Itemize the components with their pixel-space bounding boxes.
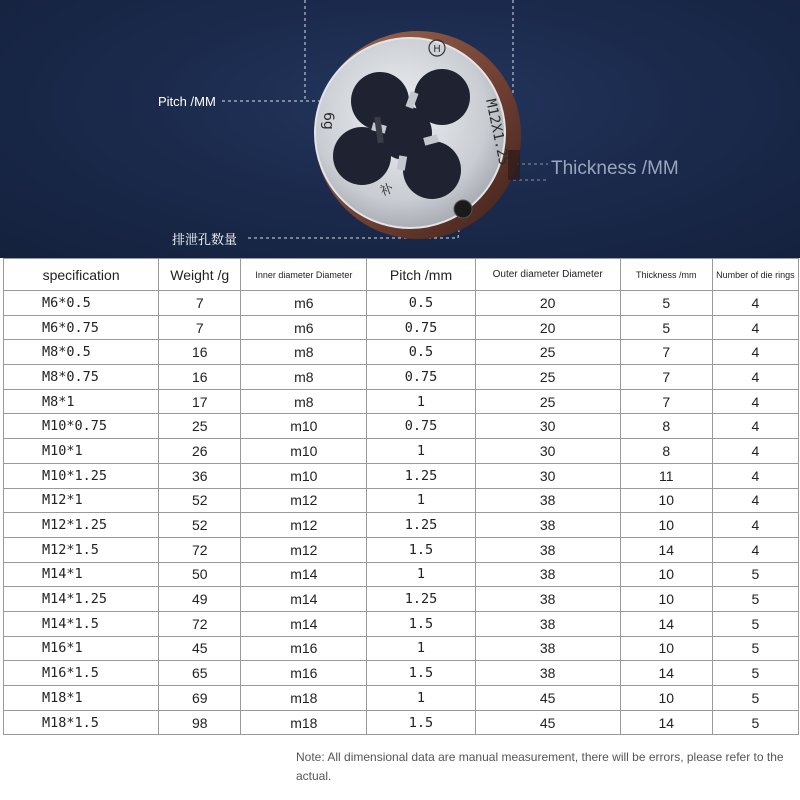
cell-die-rings: 4 [712, 365, 798, 390]
header-pitch: Pitch /mm [367, 259, 475, 291]
cell-outer-diameter: 38 [475, 661, 620, 686]
cell-inner-diameter: m14 [241, 611, 367, 636]
svg-text:H: H [433, 44, 441, 55]
table-row [4, 710, 799, 735]
cell-specification: M16*1 [4, 636, 159, 661]
cell-pitch: 1 [367, 636, 475, 661]
cell-outer-diameter: 25 [475, 365, 620, 390]
cell-pitch: 1.25 [367, 587, 475, 612]
table-row [4, 389, 799, 414]
cell-specification: M8*0.75 [4, 365, 159, 390]
cell-outer-diameter: 25 [475, 389, 620, 414]
cell-thickness: 10 [620, 636, 712, 661]
cell-specification: M18*1.5 [4, 710, 159, 735]
cell-outer-diameter: 38 [475, 587, 620, 612]
cell-weight: 36 [159, 463, 241, 488]
cell-thickness: 14 [620, 611, 712, 636]
cell-outer-diameter: 25 [475, 340, 620, 365]
cell-outer-diameter: 45 [475, 686, 620, 711]
cell-specification: M10*1 [4, 439, 159, 464]
measurement-note: Note: All dimensional data are manual measurement, there will be errors, please refer to the actual. [296, 750, 784, 783]
cell-weight: 50 [159, 562, 241, 587]
cell-die-rings: 4 [712, 291, 798, 316]
table-row [4, 686, 799, 711]
table-row [4, 463, 799, 488]
cell-outer-diameter: 38 [475, 562, 620, 587]
table-row [4, 661, 799, 686]
cell-thickness: 10 [620, 488, 712, 513]
table-row [4, 439, 799, 464]
cell-pitch: 1 [367, 439, 475, 464]
cell-pitch: 1 [367, 686, 475, 711]
cell-weight: 52 [159, 488, 241, 513]
cell-weight: 7 [159, 315, 241, 340]
cell-thickness: 14 [620, 537, 712, 562]
cell-weight: 25 [159, 414, 241, 439]
cell-outer-diameter: 38 [475, 537, 620, 562]
cell-specification: M6*0.75 [4, 315, 159, 340]
cell-outer-diameter: 30 [475, 439, 620, 464]
cell-pitch: 1 [367, 488, 475, 513]
cell-inner-diameter: m8 [241, 389, 367, 414]
cell-outer-diameter: 38 [475, 611, 620, 636]
cell-die-rings: 5 [712, 710, 798, 735]
cell-weight: 72 [159, 611, 241, 636]
cell-inner-diameter: m10 [241, 439, 367, 464]
table-row [4, 340, 799, 365]
cell-pitch: 0.75 [367, 365, 475, 390]
cell-inner-diameter: m8 [241, 340, 367, 365]
cell-pitch: 1.25 [367, 463, 475, 488]
cell-thickness: 8 [620, 414, 712, 439]
table-row [4, 365, 799, 390]
cell-pitch: 1.25 [367, 513, 475, 538]
cell-die-rings: 5 [712, 611, 798, 636]
cell-die-rings: 4 [712, 315, 798, 340]
cell-inner-diameter: m14 [241, 587, 367, 612]
cell-specification: M12*1 [4, 488, 159, 513]
cell-weight: 26 [159, 439, 241, 464]
die-marking-grade: 6g [320, 112, 336, 130]
header-outer-diameter: Outer diameter Diameter [475, 259, 620, 291]
cell-inner-diameter: m6 [241, 315, 367, 340]
cell-weight: 69 [159, 686, 241, 711]
cell-pitch: 1.5 [367, 537, 475, 562]
round-die-illustration [0, 0, 800, 258]
table-row [4, 537, 799, 562]
cell-thickness: 8 [620, 439, 712, 464]
cell-weight: 7 [159, 291, 241, 316]
cell-pitch: 0.75 [367, 315, 475, 340]
cell-thickness: 10 [620, 686, 712, 711]
table-row [4, 562, 799, 587]
cell-pitch: 1.5 [367, 710, 475, 735]
cell-inner-diameter: m12 [241, 488, 367, 513]
cell-pitch: 1.5 [367, 661, 475, 686]
cell-inner-diameter: m6 [241, 291, 367, 316]
cell-weight: 72 [159, 537, 241, 562]
cell-weight: 52 [159, 513, 241, 538]
cell-die-rings: 4 [712, 537, 798, 562]
cell-inner-diameter: m18 [241, 686, 367, 711]
cell-specification: M16*1.5 [4, 661, 159, 686]
thickness-callout-label: Thickness /MM [551, 158, 679, 179]
cell-specification: M8*0.5 [4, 340, 159, 365]
cell-die-rings: 4 [712, 340, 798, 365]
cell-outer-diameter: 20 [475, 291, 620, 316]
cell-specification: M14*1 [4, 562, 159, 587]
cell-die-rings: 5 [712, 636, 798, 661]
cell-specification: M12*1.25 [4, 513, 159, 538]
cell-pitch: 0.5 [367, 291, 475, 316]
cell-die-rings: 4 [712, 414, 798, 439]
cell-thickness: 7 [620, 365, 712, 390]
table-row [4, 488, 799, 513]
cell-die-rings: 4 [712, 513, 798, 538]
cell-thickness: 7 [620, 389, 712, 414]
die-marking-char: 补 [378, 181, 396, 200]
cell-weight: 17 [159, 389, 241, 414]
cell-specification: M14*1.5 [4, 611, 159, 636]
cell-pitch: 1 [367, 389, 475, 414]
cell-outer-diameter: 38 [475, 488, 620, 513]
cell-pitch: 0.75 [367, 414, 475, 439]
header-weight: Weight /g [159, 259, 241, 291]
table-row [4, 611, 799, 636]
table-header-row [4, 259, 799, 291]
cell-die-rings: 4 [712, 488, 798, 513]
table-row [4, 587, 799, 612]
cell-specification: M18*1 [4, 686, 159, 711]
cell-pitch: 1.5 [367, 611, 475, 636]
table-row [4, 291, 799, 316]
cell-thickness: 10 [620, 562, 712, 587]
table-row [4, 414, 799, 439]
cell-thickness: 10 [620, 587, 712, 612]
cell-inner-diameter: m8 [241, 365, 367, 390]
cell-pitch: 1 [367, 562, 475, 587]
cell-die-rings: 4 [712, 439, 798, 464]
header-inner-diameter: Inner diameter Diameter [241, 259, 367, 291]
cell-specification: M14*1.25 [4, 587, 159, 612]
cell-pitch: 0.5 [367, 340, 475, 365]
cell-die-rings: 5 [712, 661, 798, 686]
cell-weight: 98 [159, 710, 241, 735]
header-die-rings: Number of die rings [712, 259, 798, 291]
cell-inner-diameter: m10 [241, 414, 367, 439]
cell-outer-diameter: 30 [475, 463, 620, 488]
cell-die-rings: 4 [712, 463, 798, 488]
cell-inner-diameter: m18 [241, 710, 367, 735]
cell-thickness: 11 [620, 463, 712, 488]
die-marking-size: M12X1.25 [482, 97, 512, 167]
cell-thickness: 10 [620, 513, 712, 538]
cell-specification: M10*1.25 [4, 463, 159, 488]
header-thickness: Thickness /mm [620, 259, 712, 291]
cell-thickness: 14 [620, 710, 712, 735]
cell-specification: M10*0.75 [4, 414, 159, 439]
cell-outer-diameter: 30 [475, 414, 620, 439]
cell-outer-diameter: 20 [475, 315, 620, 340]
cell-weight: 45 [159, 636, 241, 661]
cell-specification: M12*1.5 [4, 537, 159, 562]
table-body [4, 291, 799, 735]
table-row [4, 636, 799, 661]
cell-weight: 65 [159, 661, 241, 686]
specification-table [3, 258, 799, 735]
cell-die-rings: 5 [712, 562, 798, 587]
cell-thickness: 7 [620, 340, 712, 365]
cell-inner-diameter: m10 [241, 463, 367, 488]
cell-inner-diameter: m12 [241, 537, 367, 562]
cell-outer-diameter: 45 [475, 710, 620, 735]
pitch-callout-label: Pitch /MM [158, 94, 216, 109]
header-specification: specification [4, 259, 159, 291]
cell-thickness: 14 [620, 661, 712, 686]
cell-weight: 49 [159, 587, 241, 612]
cell-thickness: 5 [620, 315, 712, 340]
cell-thickness: 5 [620, 291, 712, 316]
table-row [4, 513, 799, 538]
drain-holes-callout-label: 排泄孔数量 [172, 232, 238, 247]
cell-specification: M8*1 [4, 389, 159, 414]
cell-die-rings: 5 [712, 686, 798, 711]
cell-specification: M6*0.5 [4, 291, 159, 316]
cell-die-rings: 4 [712, 389, 798, 414]
cell-die-rings: 5 [712, 587, 798, 612]
cell-inner-diameter: m16 [241, 636, 367, 661]
cell-weight: 16 [159, 365, 241, 390]
table-row [4, 315, 799, 340]
cell-inner-diameter: m14 [241, 562, 367, 587]
cell-outer-diameter: 38 [475, 636, 620, 661]
cell-inner-diameter: m16 [241, 661, 367, 686]
cell-weight: 16 [159, 340, 241, 365]
product-banner [0, 0, 800, 258]
cell-inner-diameter: m12 [241, 513, 367, 538]
cell-outer-diameter: 38 [475, 513, 620, 538]
